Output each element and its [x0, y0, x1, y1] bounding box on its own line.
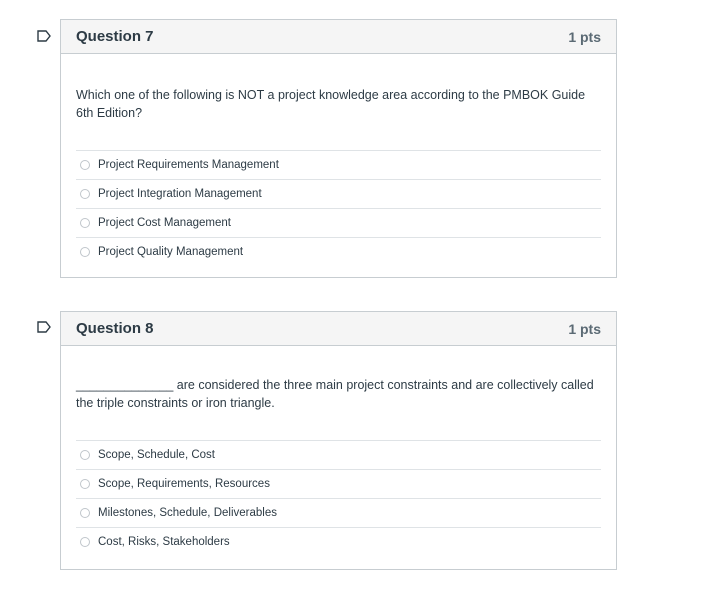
radio-button[interactable]: [80, 247, 90, 257]
question-title: Question 8: [76, 320, 154, 337]
question-text: ______________ are considered the three main project constraints and are collectively called the triple constraints or iron triangle.: [76, 378, 594, 410]
answer-option[interactable]: [76, 208, 601, 237]
answer-list: [76, 440, 601, 556]
answer-label: Milestones, Schedule, Deliverables: [98, 507, 277, 519]
radio-button[interactable]: [80, 537, 90, 547]
answer-label: Scope, Requirements, Resources: [98, 478, 270, 490]
radio-button[interactable]: [80, 479, 90, 489]
radio-button[interactable]: [80, 450, 90, 460]
answer-label: Project Integration Management: [98, 188, 262, 200]
answer-label: Cost, Risks, Stakeholders: [98, 536, 230, 548]
radio-button[interactable]: [80, 160, 90, 170]
radio-button[interactable]: [80, 508, 90, 518]
question-header: [61, 312, 616, 346]
flag-question-icon[interactable]: [37, 321, 51, 333]
radio-button[interactable]: [80, 218, 90, 228]
question-points: 1 pts: [568, 320, 601, 337]
question-header: [61, 20, 616, 54]
radio-button[interactable]: [80, 189, 90, 199]
answer-option[interactable]: [76, 150, 601, 179]
answer-label: Project Quality Management: [98, 246, 244, 258]
question-text: Which one of the following is NOT a project knowledge area according to the PMBOK Guide 6th Edition?: [76, 88, 586, 120]
question-title: Question 7: [76, 28, 154, 45]
question-points: 1 pts: [568, 28, 601, 45]
answer-list: [76, 150, 601, 266]
answer-option[interactable]: [76, 237, 601, 266]
answer-option[interactable]: [76, 469, 601, 498]
answer-option[interactable]: [76, 527, 601, 556]
flag-question-icon[interactable]: [37, 30, 51, 42]
answer-option[interactable]: [76, 498, 601, 527]
answer-label: Scope, Schedule, Cost: [98, 449, 215, 461]
answer-option[interactable]: [76, 440, 601, 469]
answer-label: Project Cost Management: [98, 217, 231, 229]
question-8: [60, 311, 617, 570]
answer-option[interactable]: [76, 179, 601, 208]
question-7: [60, 19, 617, 278]
answer-label: Project Requirements Management: [98, 159, 279, 171]
